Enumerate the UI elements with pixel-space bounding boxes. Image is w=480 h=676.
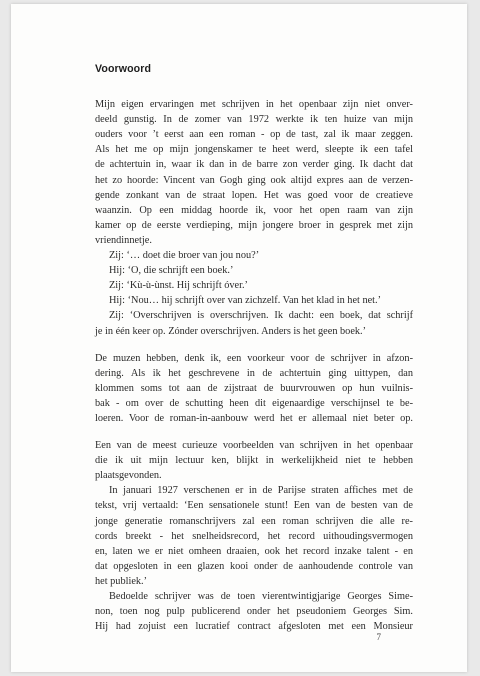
text-line: Hij had zojuist een lucratief contract afgesloten met een Monsieur bbox=[95, 621, 413, 633]
dialogue-line: Hij: ‘O, die schrijft een boek.’ bbox=[109, 265, 234, 277]
text-line: gende zonkant van de straat lopen. Het was goed voor de creatieve bbox=[95, 189, 413, 201]
paragraph-gap bbox=[95, 339, 413, 351]
text-line: cords breekt - het snelheidsrecord, het record uithoudingsvermogen bbox=[95, 530, 413, 542]
text-line: kamer op de eerste verdieping, mijn jongere broer in gesprek met zijn bbox=[95, 219, 413, 231]
text-line: de achtertuin in, waar ik dan in de barre zon verder ging. Ik dacht dat bbox=[95, 159, 413, 171]
text-line: Bedoelde schrijver was de toen vierentwintigjarige Georges Sime- bbox=[109, 591, 413, 602]
page-number: 7 bbox=[376, 632, 381, 642]
text-line: die ik uit mijn lectuur ken, blijkt in werkelijkheid niet te hebben bbox=[95, 455, 413, 467]
text-line: non, toen nog pulp publicerend onder het pseudoniem Georges Sim. bbox=[95, 606, 413, 618]
book-page bbox=[11, 4, 467, 672]
text-line: dat opgesloten in een glazen kooi onder de aanhoudende controle van bbox=[95, 560, 413, 572]
paragraph-1 bbox=[95, 97, 413, 339]
text-line: ouders voor ’t eerst aan een roman - op de tast, zal ik maar zeggen. bbox=[95, 129, 413, 141]
paragraph-2 bbox=[95, 351, 413, 426]
text-line: loeren. Voor de roman-in-aanbouw werd het er allemaal niet beter op. bbox=[95, 412, 413, 424]
text-line: het publiek.’ bbox=[95, 575, 148, 587]
text-line: vriendinnetje. bbox=[95, 234, 152, 246]
text-line: waanzin. Op een middag hoorde ik, voor het open raam van zijn bbox=[95, 204, 413, 216]
page-text-block bbox=[95, 62, 413, 634]
page-heading: Voorwoord bbox=[95, 63, 152, 75]
text-line: klommen soms tot aan de zijstraat de buurvrouwen op hun vuilnis- bbox=[95, 382, 413, 394]
text-line: en, laten we er niet omheen draaien, ook het record inzake talent - en bbox=[95, 545, 413, 557]
text-line: het zo hoorde: Vincent van Gogh ging ook altijd expres aan de verzen- bbox=[95, 174, 413, 186]
text-line: deeld gunstig. In de zomer van 1972 werkte ik ten huize van mijn bbox=[95, 114, 413, 126]
text-line: bak - om over de schutting heen dit eigenaardige verschijnsel te be- bbox=[95, 397, 413, 409]
dialogue-line: Zij: ‘… doet die broer van jou nou?’ bbox=[109, 250, 260, 262]
text-line: Als het me op mijn jongenskamer te heet werd, sleepte ik een tafel bbox=[95, 144, 413, 156]
text-line: dering. Als ik het geschrevene in de achtertuin ging uittypen, dan bbox=[95, 367, 413, 379]
text-line: plaatsgevonden. bbox=[95, 470, 162, 482]
text-line: Mijn eigen ervaringen met schrijven in het openbaar zijn niet onver- bbox=[95, 99, 413, 111]
paragraph-3 bbox=[95, 438, 413, 634]
text-line: Een van de meest curieuze voorbeelden van schrijven in het openbaar bbox=[95, 440, 413, 452]
paragraph-gap bbox=[95, 426, 413, 438]
text-line: je in één keer op. Zónder overschrijven. Anders is het geen boek.’ bbox=[95, 325, 367, 337]
dialogue-line: Zij: ‘Overschrijven is overschrijven. Ik dacht: een boek, dat schrijf bbox=[109, 310, 413, 322]
text-line: De muzen hebben, denk ik, een voorkeur voor de schrijver in afzon- bbox=[95, 352, 413, 364]
dialogue-line: Hij: ‘Nou… hij schrijft over van zichzelf. Van het klad in het net.’ bbox=[109, 295, 382, 307]
dialogue-line: Zij: ‘Kù-ù-ùnst. Hij schrijft óver.’ bbox=[109, 280, 248, 292]
text-line: tekst, vrij vertaald: ‘Een sensationele stunt! Een van de besten van de bbox=[95, 500, 413, 512]
text-line: jonge generatie romanschrijvers zal een roman schrijven die alle re- bbox=[95, 515, 413, 527]
text-line: In januari 1927 verschenen er in de Parijse straten affiches met de bbox=[109, 485, 413, 497]
